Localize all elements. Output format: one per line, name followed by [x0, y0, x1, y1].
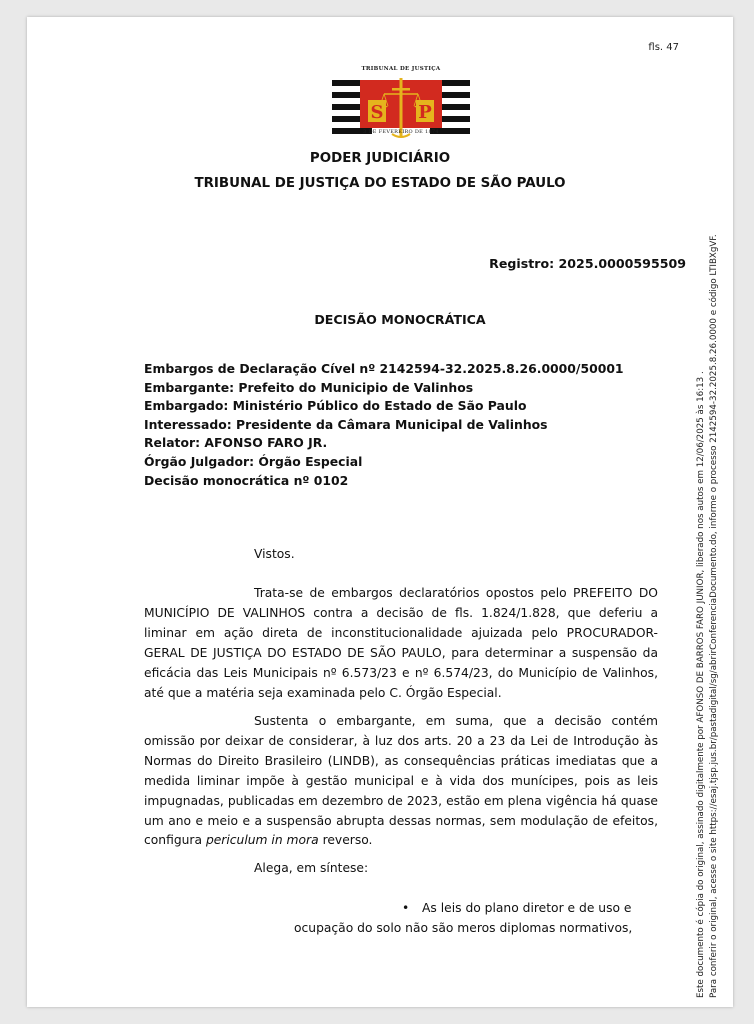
logo-bottom-text: 3 DE FEVEREIRO DE 1874: [363, 129, 439, 135]
meta-relator: Relator: AFONSO FARO JR.: [144, 435, 328, 451]
meta-orgao-julgador: Órgão Julgador: Órgão Especial: [144, 453, 363, 469]
logo-letter-p: P: [418, 102, 432, 123]
meta-embargado: Embargado: Ministério Público do Estado de São Paulo: [144, 398, 527, 414]
meta-case-number: Embargos de Declaração Cível nº 2142594-32.2025.8.26.0000/50001: [144, 361, 624, 376]
paragraph-3: Alega, em síntese:: [254, 861, 369, 875]
digital-signature-notice: [695, 168, 720, 998]
bullet-item: [144, 899, 658, 939]
logo-top-text: TRIBUNAL DE JUSTIÇA: [361, 66, 441, 72]
signature-line-2: Para conferir o original, acesse o site https://esaj.tjsp.jus.br/pastadigital/sg/abrirConferenciaDocumento.do, informe o processo 2142594-32.2025.8.26.0000 e código LTIBXgVF.: [708, 234, 719, 998]
header-line-1: PODER JUDICIÁRIO: [309, 151, 451, 166]
meta-embargante: Embargante: Prefeito do Municipio de Valinhos: [144, 379, 474, 395]
registro: Registro: 2025.0000595509: [489, 256, 686, 271]
paragraph-2-main: Sustenta o embargante, em suma, que a decisão contém omissão por deixar de considerar, à luz dos arts. 20 a 23 da Lei de Introdução às Normas do Direito Brasileiro (LINDB), as consequências práticas imediatas que a medida liminar impõe à gestão municipal e à vida dos munícipes, pois as leis impugnadas, publicadas em dezembro de 2023, estão em plena vigência há quase um ano e meio e a suspensão abrupta dessas normas, sem modulação de efeitos, configura: [144, 714, 658, 848]
bullet-icon: •: [402, 901, 410, 915]
meta-interessado: Interessado: Presidente da Câmara Municipal de Valinhos: [144, 416, 548, 432]
meta-decision-number: Decisão monocrática nº 0102: [144, 472, 349, 488]
document-page: [27, 17, 733, 1007]
paragraph-2: [144, 712, 658, 851]
bullet-first-line: [144, 899, 658, 919]
bullet-text-2: ocupação do solo não são meros diplomas normativos,: [294, 920, 633, 935]
header-line-2: TRIBUNAL DE JUSTIÇA DO ESTADO DE SÃO PAULO: [194, 176, 566, 191]
case-metadata: [144, 360, 624, 490]
page-number: fls. 47: [648, 42, 679, 53]
vistos-text: Vistos.: [254, 547, 295, 561]
document-title: DECISÃO MONOCRÁTICA: [314, 312, 486, 327]
paragraph-2-italic: periculum in mora: [205, 833, 319, 848]
bullet-text-1: As leis do plano diretor e de uso e: [422, 901, 632, 915]
vistos-paragraph: [144, 545, 658, 565]
logo-letter-s: S: [370, 102, 384, 123]
paragraph-2-end: reverso.: [322, 833, 373, 848]
signature-line-1: Este documento é cópia do original, assinado digitalmente por AFONSO DE BARROS FARO JUNIOR, liberado nos autos em 12/06/2025 às 16:13 .: [696, 371, 706, 998]
paragraph-1: Trata-se de embargos declaratórios opostos pelo PREFEITO DO MUNICÍPIO DE VALINHOS contra a decisão de fls. 1.824/1.828, que deferiu a liminar em ação direta de inconstitucionalidade ajuizada pelo PROCURADOR-GERAL DE JUSTIÇA DO ESTADO DE SÃO PAULO, para determinar a suspensão da eficácia das Leis Municipais nº 6.573/23 e nº 6.574/23, do Município de Valinhos, até que a matéria seja examinada pelo C. Órgão Especial.: [144, 586, 658, 700]
